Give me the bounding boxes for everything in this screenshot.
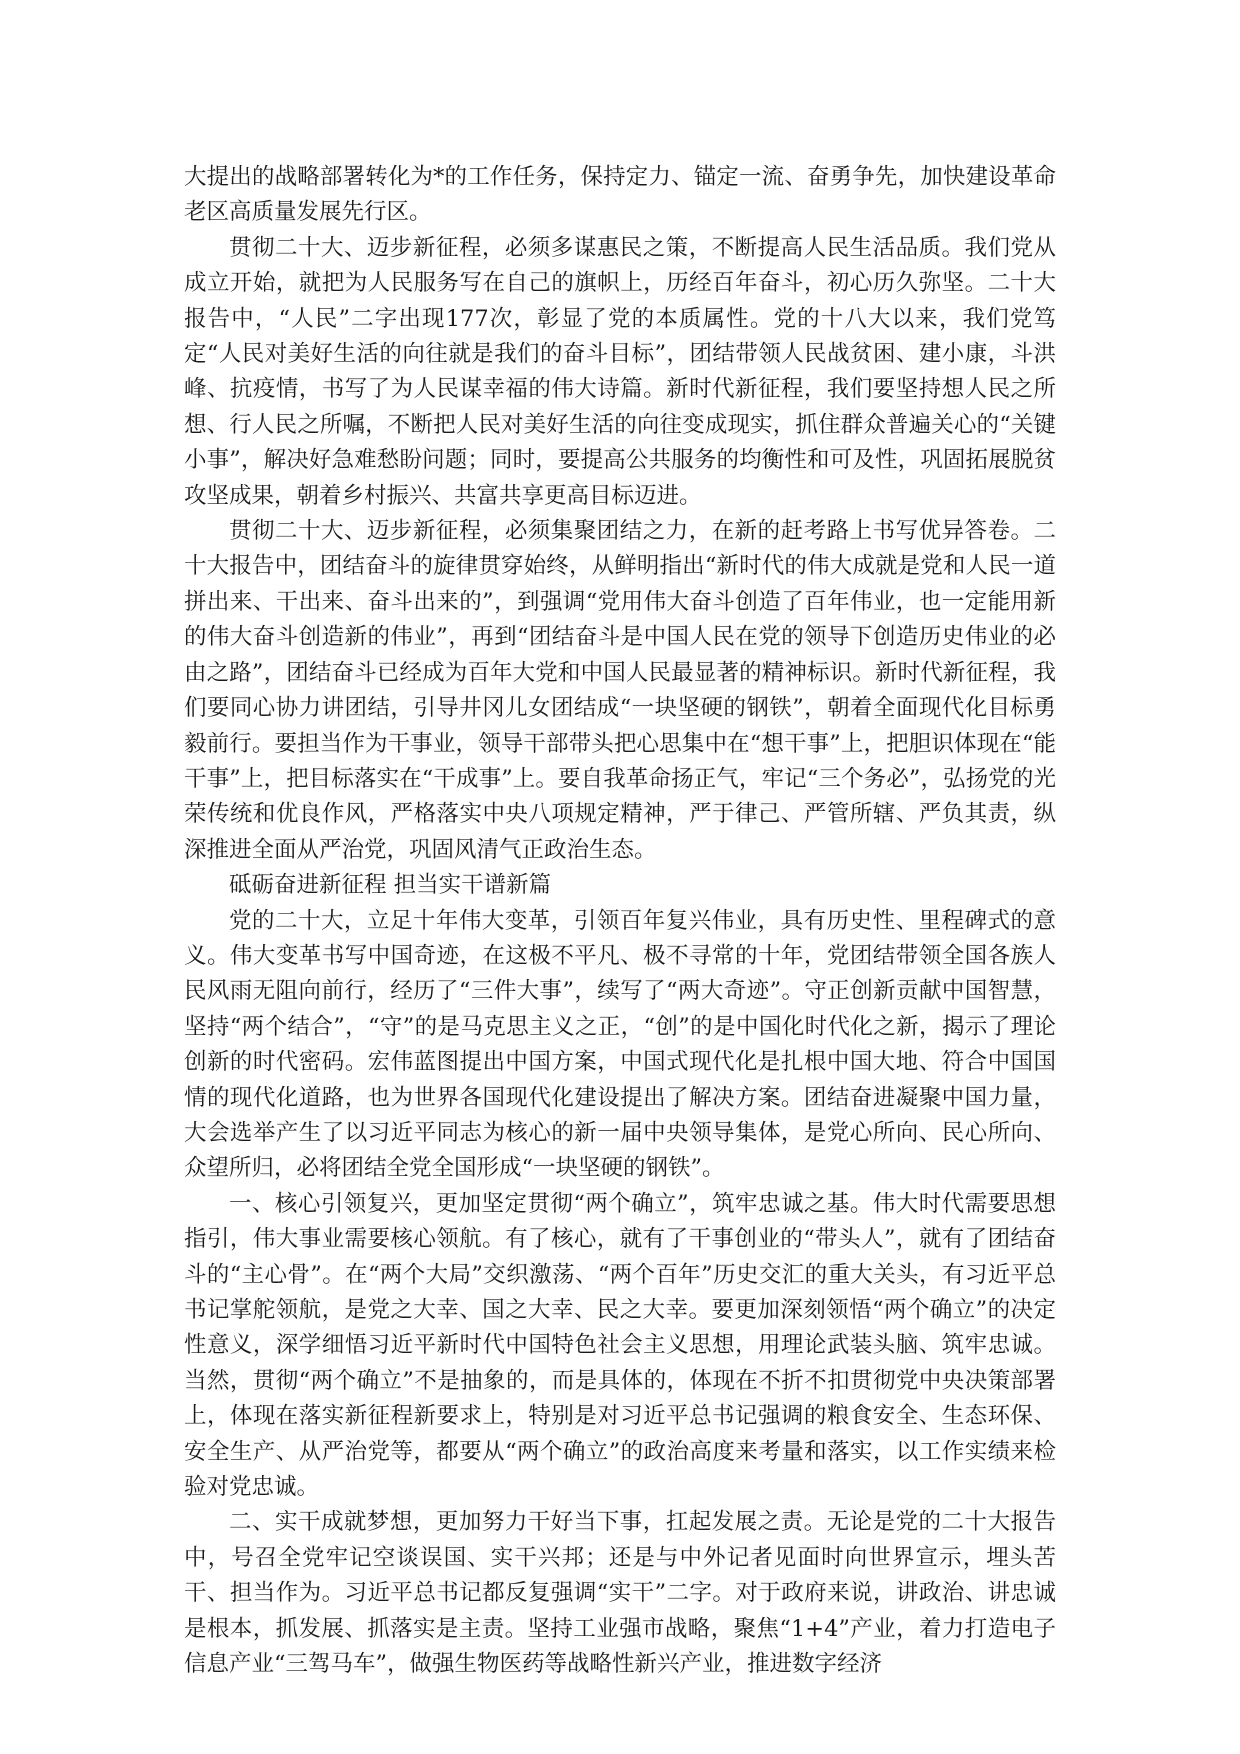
paragraph-twentieth-congress: 党的二十大，立足十年伟大变革，引领百年复兴伟业，具有历史性、里程碑式的意义。伟大变革书写中国奇迹，在这极不平凡、极不寻常的十年，党团结带领全国各族人民风雨无阻向前行，经历了“三件大事”，续写了“两大奇迹”。守正创新贡献中国智慧，坚持“两个结合”，“守”的是马克思主义之正，“创”的是中国化时代化之新，揭示了理论创新的时代密码。宏伟蓝图提出中国方案，中国式现代化是扎根中国大地、符合中国国情的现代化道路，也为世界各国现代化建设提出了解决方案。团结奋进凝聚中国力量，大会选举产生了以习近平同志为核心的新一届中央领导集体，是党心所向、民心所向、众望所归，必将团结全党全国形成“一块坚硬的钢铁”。	[184, 907, 1056, 1182]
document-body	[184, 160, 1056, 1682]
paragraph-point-two: 二、实干成就梦想，更加努力干好当下事，扛起发展之责。无论是党的二十大报告中，号召全党牢记空谈误国、实干兴邦；还是与中外记者见面时向世界宣示，埋头苦干、担当作为。习近平总书记都反复强调“实干”二字。对于政府来说，讲政治、讲忠诚是根本，抓发展、抓落实是主责。坚持工业强市战略，聚焦“1+4”产业，着力打造电子信息产业“三驾马车”，做强生物医药等战略性新兴产业，推进数字经济	[184, 1509, 1056, 1678]
section-heading: 砥砺奋进新征程 担当实干谱新篇	[229, 872, 552, 899]
paragraph-people-livelihood: 贯彻二十大、迈步新征程，必须多谋惠民之策，不断提高人民生活品质。我们党从成立开始，就把为人民服务写在自己的旗帜上，历经百年奋斗，初心历久弥坚。二十大报告中，“人民”二字出现177次，彰显了党的本质属性。党的十八大以来，我们党笃定“人民对美好生活的向往就是我们的奋斗目标”，团结带领人民战贫困、建小康，斗洪峰、抗疫情，书写了为人民谋幸福的伟大诗篇。新时代新征程，我们要坚持想人民之所想、行人民之所嘱，不断把人民对美好生活的向往变成现实，抓住群众普遍关心的“关键小事”，解决好急难愁盼问题；同时，要提高公共服务的均衡性和可及性，巩固拓展脱贫攻坚成果，朝着乡村振兴、共富共享更高目标迈进。	[184, 234, 1056, 509]
paragraph-unity-strength: 贯彻二十大、迈步新征程，必须集聚团结之力，在新的赶考路上书写优异答卷。二十大报告中，团结奋斗的旋律贯穿始终，从鲜明指出“新时代的伟大成就是党和人民一道拼出来、干出来、奋斗出来的”，到强调“党用伟大奋斗创造了百年伟业，也一定能用新的伟大奋斗创造新的伟业”，再到“团结奋斗是中国人民在党的领导下创造历史伟业的必由之路”，团结奋斗已经成为百年大党和中国人民最显著的精神标识。新时代新征程，我们要同心协力讲团结，引导井冈儿女团结成“一块坚硬的钢铁”，朝着全面现代化目标勇毅前行。要担当作为干事业，领导干部带头把心思集中在“想干事”上，把胆识体现在“能干事”上，把目标落实在“干成事”上。要自我革命扬正气，牢记“三个务必”，弘扬党的光荣传统和优良作风，严格落实中央八项规定精神，严于律己、严管所辖、严负其责，纵深推进全面从严治党，巩固风清气正政治生态。	[184, 518, 1056, 863]
paragraph-point-one: 一、核心引领复兴，更加坚定贯彻“两个确立”，筑牢忠诚之基。伟大时代需要思想指引，伟大事业需要核心领航。有了核心，就有了干事创业的“带头人”，就有了团结奋斗的“主心骨”。在“两个大局”交织激荡、“两个百年”历史交汇的重大关头，有习近平总书记掌舵领航，是党之大幸、国之大幸、民之大幸。要更加深刻领悟“两个确立”的决定性意义，深学细悟习近平新时代中国特色社会主义思想，用理论武装头脑、筑牢忠诚。当然，贯彻“两个确立”不是抽象的，而是具体的，体现在不折不扣贯彻党中央决策部署上，体现在落实新征程新要求上，特别是对习近平总书记强调的粮食安全、生态环保、安全生产、从严治党等，都要从“两个确立”的政治高度来考量和落实，以工作实绩来检验对党忠诚。	[184, 1190, 1056, 1501]
paragraph-continuation: 大提出的战略部署转化为*的工作任务，保持定力、锚定一流、奋勇争先，加快建设革命老区高质量发展先行区。	[184, 164, 1056, 226]
